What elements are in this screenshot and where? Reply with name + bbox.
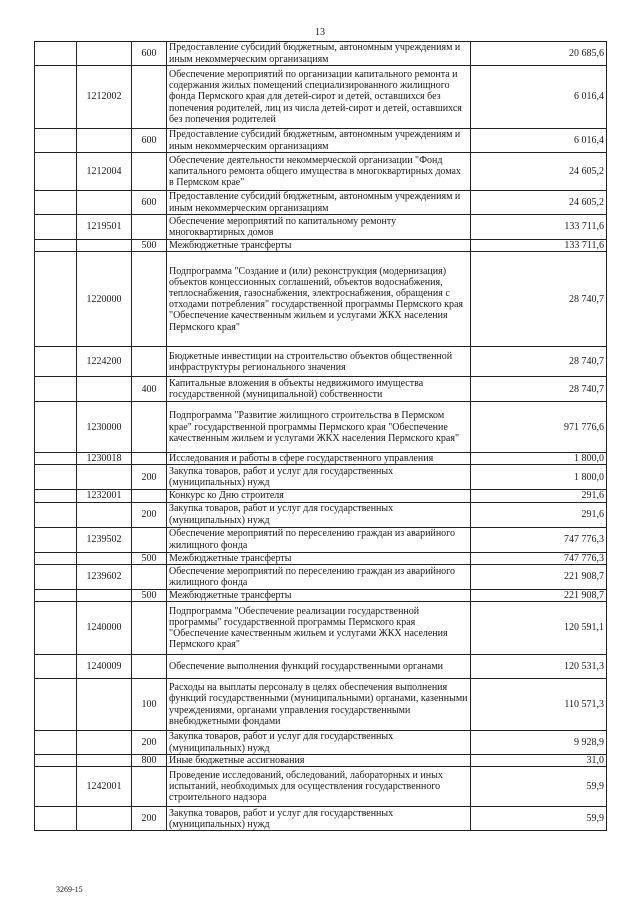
expense-type-code — [132, 527, 167, 552]
table-row — [35, 252, 607, 347]
target-code: 1212004 — [77, 153, 132, 191]
target-code: 1230000 — [77, 402, 132, 453]
empty-cell — [35, 679, 77, 731]
description: Межбюджетные трансферты — [167, 240, 471, 252]
expense-type-code: 500 — [132, 240, 167, 252]
table-row — [35, 153, 607, 191]
target-code — [77, 552, 132, 564]
target-code — [77, 589, 132, 601]
target-code — [77, 679, 132, 731]
amount: 133 711,6 — [471, 215, 607, 240]
empty-cell — [35, 755, 77, 767]
expense-type-code: 600 — [132, 42, 167, 66]
empty-cell — [35, 347, 77, 377]
expense-type-code — [132, 153, 167, 191]
empty-cell — [35, 589, 77, 601]
amount: 133 711,6 — [471, 240, 607, 252]
empty-cell — [35, 191, 77, 215]
expense-type-code — [132, 490, 167, 502]
table-row — [35, 602, 607, 655]
amount: 971 776,6 — [471, 402, 607, 453]
empty-cell — [35, 377, 77, 402]
description: Бюджетные инвестиции на строительство объектов общественной инфраструктуры регионального значения — [167, 347, 471, 377]
table-row — [35, 490, 607, 502]
description: Обеспечение мероприятий по переселению граждан из аварийного жилищного фонда — [167, 564, 471, 589]
table-row — [35, 453, 607, 465]
amount: 6 016,4 — [471, 129, 607, 153]
table-row — [35, 731, 607, 755]
expense-type-code — [132, 252, 167, 347]
description: Закупка товаров, работ и услуг для государственных (муниципальных) нужд — [167, 465, 471, 490]
amount: 747 776,3 — [471, 552, 607, 564]
expense-type-code — [132, 767, 167, 807]
empty-cell — [35, 129, 77, 153]
table-row — [35, 240, 607, 252]
amount: 747 776,3 — [471, 527, 607, 552]
target-code — [77, 129, 132, 153]
empty-cell — [35, 807, 77, 831]
empty-cell — [35, 602, 77, 655]
table-row — [35, 502, 607, 527]
expense-type-code: 200 — [132, 807, 167, 831]
expense-type-code — [132, 347, 167, 377]
expense-type-code: 100 — [132, 679, 167, 731]
description: Закупка товаров, работ и услуг для государственных (муниципальных) нужд — [167, 731, 471, 755]
amount: 59,9 — [471, 807, 607, 831]
description: Межбюджетные трансферты — [167, 589, 471, 601]
description: Конкурс ко Дню строителя — [167, 490, 471, 502]
amount: 59,9 — [471, 767, 607, 807]
amount: 120 591,1 — [471, 602, 607, 655]
target-code — [77, 240, 132, 252]
description: Обеспечение выполнения функций государственными органами — [167, 655, 471, 679]
amount: 221 908,7 — [471, 564, 607, 589]
target-code: 1240009 — [77, 655, 132, 679]
amount: 110 571,3 — [471, 679, 607, 731]
target-code: 1220000 — [77, 252, 132, 347]
description: Предоставление субсидий бюджетным, автономным учреждениям и иным некоммерческим организациям — [167, 191, 471, 215]
expense-type-code: 600 — [132, 129, 167, 153]
amount: 120 531,3 — [471, 655, 607, 679]
empty-cell — [35, 153, 77, 191]
empty-cell — [35, 767, 77, 807]
empty-cell — [35, 240, 77, 252]
expense-type-code: 400 — [132, 377, 167, 402]
expense-type-code — [132, 602, 167, 655]
expense-type-code — [132, 655, 167, 679]
description: Обеспечение мероприятий по организации капитального ремонта и содержания жилых помещений специализированного жилищного фонда Пермского края для детей-сирот и детей, оставшихся без попечения родителей, лиц из числа детей-сирот и детей, оставшихся без попечения родителей — [167, 66, 471, 129]
expense-type-code: 800 — [132, 755, 167, 767]
expense-type-code: 500 — [132, 552, 167, 564]
expense-type-code: 200 — [132, 731, 167, 755]
expense-type-code — [132, 215, 167, 240]
target-code — [77, 755, 132, 767]
empty-cell — [35, 731, 77, 755]
table-row — [35, 402, 607, 453]
expense-type-code — [132, 453, 167, 465]
amount: 24 605,2 — [471, 153, 607, 191]
amount: 9 928,9 — [471, 731, 607, 755]
description: Подпрограмма "Развитие жилищного строительства в Пермском крае" государственной программы Пермского края "Обеспечение качественным жильем и услугами ЖКХ населения Пермского края" — [167, 402, 471, 453]
expense-type-code — [132, 564, 167, 589]
expense-type-code — [132, 402, 167, 453]
page-number: 13 — [315, 27, 325, 38]
amount: 221 908,7 — [471, 589, 607, 601]
target-code: 1239502 — [77, 527, 132, 552]
empty-cell — [35, 215, 77, 240]
empty-cell — [35, 402, 77, 453]
table-row — [35, 42, 607, 66]
description: Подпрограмма "Создание и (или) реконструкция (модернизация) объектов концессионных соглашений, объектов водоснабжения, теплоснабжения, газоснабжения, электроснабжения, обращения с отходами потребления" государственной программы Пермского края "Обеспечение качественным жильем и услугами ЖКХ населения Пермского края" — [167, 252, 471, 347]
table-row — [35, 552, 607, 564]
empty-cell — [35, 252, 77, 347]
description: Капитальные вложения в объекты недвижимого имущества государственной (муниципальной) собственности — [167, 377, 471, 402]
description: Предоставление субсидий бюджетным, автономным учреждениям и иным некоммерческим организациям — [167, 42, 471, 66]
target-code — [77, 191, 132, 215]
target-code: 1219501 — [77, 215, 132, 240]
table-row — [35, 66, 607, 129]
expense-type-code: 600 — [132, 191, 167, 215]
amount: 1 800,0 — [471, 453, 607, 465]
amount: 1 800,0 — [471, 465, 607, 490]
document-footer-code: 3269-15 — [56, 885, 83, 894]
amount: 20 685,6 — [471, 42, 607, 66]
table-row — [35, 679, 607, 731]
target-code — [77, 731, 132, 755]
description: Подпрограмма "Обеспечение реализации государственной программы" государственной программы Пермского края "Обеспечение качественным жильем и услугами ЖКХ населения Пермского края" — [167, 602, 471, 655]
expense-type-code — [132, 66, 167, 129]
table-row — [35, 347, 607, 377]
description: Межбюджетные трансферты — [167, 552, 471, 564]
table-row — [35, 191, 607, 215]
empty-cell — [35, 564, 77, 589]
table-row — [35, 564, 607, 589]
description: Иные бюджетные ассигнования — [167, 755, 471, 767]
empty-cell — [35, 552, 77, 564]
description: Обеспечение деятельности некоммерческой организации "Фонд капитального ремонта общего имущества в многоквартирных домах в Пермском крае" — [167, 153, 471, 191]
description: Обеспечение мероприятий по капитальному ремонту многоквартирных домов — [167, 215, 471, 240]
target-code: 1242001 — [77, 767, 132, 807]
description: Закупка товаров, работ и услуг для государственных (муниципальных) нужд — [167, 807, 471, 831]
description: Обеспечение мероприятий по переселению граждан из аварийного жилищного фонда — [167, 527, 471, 552]
target-code — [77, 42, 132, 66]
amount: 28 740,7 — [471, 252, 607, 347]
table-row — [35, 129, 607, 153]
table-row — [35, 807, 607, 831]
target-code: 1239602 — [77, 564, 132, 589]
amount: 291,6 — [471, 502, 607, 527]
description: Исследования и работы в сфере государственного управления — [167, 453, 471, 465]
empty-cell — [35, 453, 77, 465]
expense-type-code: 200 — [132, 465, 167, 490]
expense-type-code: 200 — [132, 502, 167, 527]
description: Расходы на выплаты персоналу в целях обеспечения выполнения функций государственными (муниципальными) органами, казенными учреждениями, органами управления государственными внебюджетными фондами — [167, 679, 471, 731]
target-code — [77, 465, 132, 490]
table-row — [35, 655, 607, 679]
expense-type-code: 500 — [132, 589, 167, 601]
description: Проведение исследований, обследований, лабораторных и иных испытаний, необходимых для осуществления государственного строительного надзора — [167, 767, 471, 807]
target-code: 1230018 — [77, 453, 132, 465]
target-code: 1224200 — [77, 347, 132, 377]
empty-cell — [35, 66, 77, 129]
table-row — [35, 755, 607, 767]
table-row — [35, 589, 607, 601]
amount: 6 016,4 — [471, 66, 607, 129]
table-row — [35, 767, 607, 807]
amount: 31,0 — [471, 755, 607, 767]
target-code — [77, 502, 132, 527]
amount: 24 605,2 — [471, 191, 607, 215]
empty-cell — [35, 490, 77, 502]
amount: 28 740,7 — [471, 377, 607, 402]
target-code: 1232001 — [77, 490, 132, 502]
target-code — [77, 807, 132, 831]
table-row — [35, 377, 607, 402]
amount: 291,6 — [471, 490, 607, 502]
empty-cell — [35, 527, 77, 552]
description: Закупка товаров, работ и услуг для государственных (муниципальных) нужд — [167, 502, 471, 527]
empty-cell — [35, 502, 77, 527]
empty-cell — [35, 42, 77, 66]
empty-cell — [35, 655, 77, 679]
table-row — [35, 215, 607, 240]
amount: 28 740,7 — [471, 347, 607, 377]
table-row — [35, 465, 607, 490]
target-code: 1240000 — [77, 602, 132, 655]
target-code: 1212002 — [77, 66, 132, 129]
empty-cell — [35, 465, 77, 490]
budget-table — [34, 41, 607, 831]
description: Предоставление субсидий бюджетным, автономным учреждениям и иным некоммерческим организациям — [167, 129, 471, 153]
table-row — [35, 527, 607, 552]
target-code — [77, 377, 132, 402]
